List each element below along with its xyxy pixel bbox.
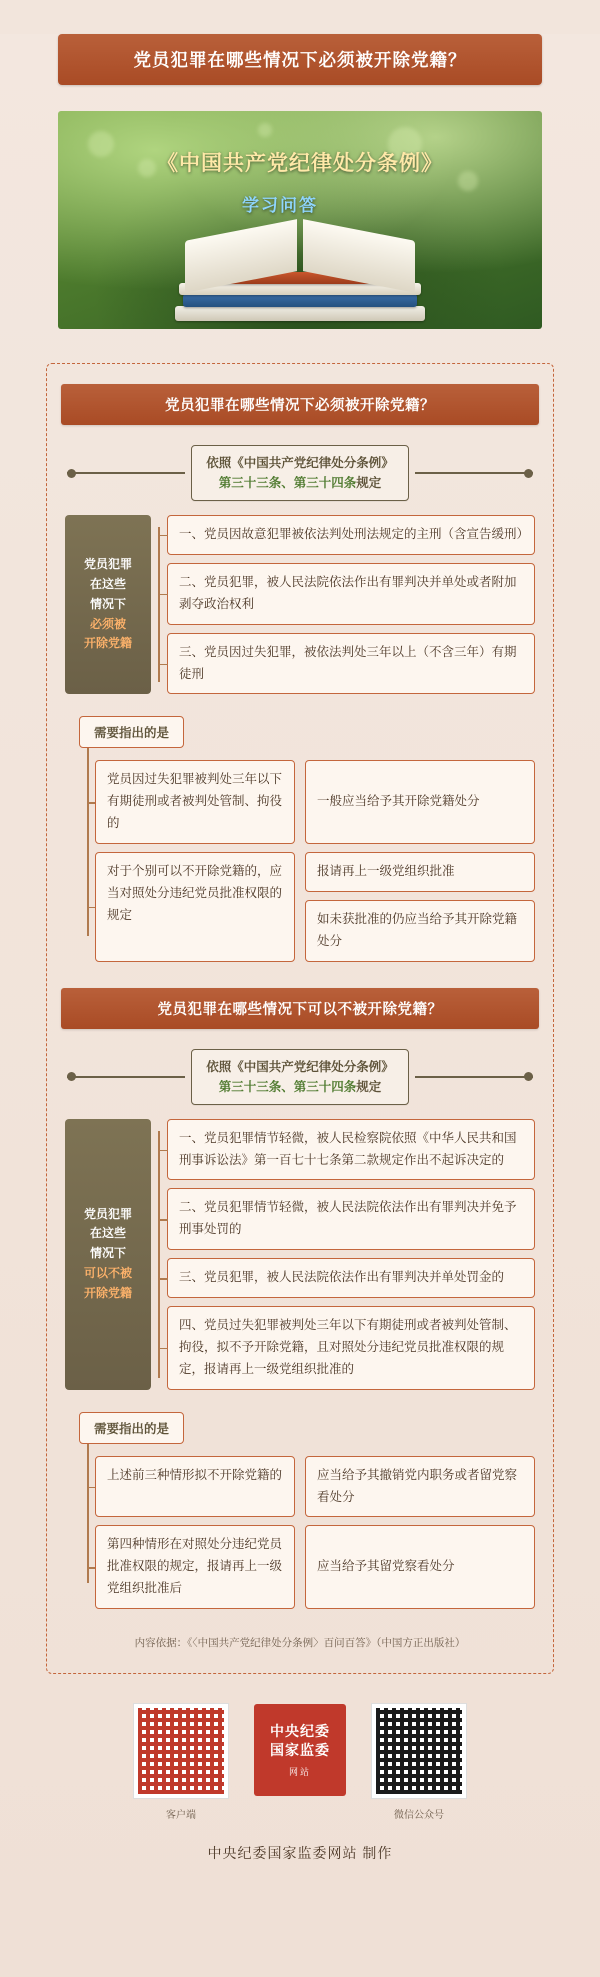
- section1-item-1: 一、党员因故意犯罪被依法判处刑法规定的主刑（含宣告缓刑）: [167, 515, 535, 555]
- badge-line2: 国家监委: [270, 1741, 330, 1758]
- section1-title: 党员犯罪在哪些情况下必须被开除党籍？: [61, 384, 539, 425]
- section1-connector: [151, 515, 167, 694]
- section2-title: 党员犯罪在哪些情况下可以不被开除党籍？: [61, 988, 539, 1029]
- content-panel: [46, 363, 554, 1674]
- qr-app-cell: [134, 1704, 228, 1821]
- badge-line1: 中央纪委: [270, 1722, 330, 1739]
- section2-note-row2-right: 应当给予其留党察看处分: [305, 1525, 535, 1609]
- section1-note-row2-left: 对于个别可以不开除党籍的，应当对照处分违纪党员批准权限的规定: [95, 852, 295, 962]
- qr-wechat-caption: 微信公众号: [394, 1809, 444, 1821]
- section1-tag-l3: 情况下: [89, 596, 126, 611]
- infographic-page: [0, 34, 600, 1977]
- badge-cell: [254, 1704, 346, 1796]
- organization-badge: [254, 1704, 346, 1796]
- section2-note-row1-left: 上述前三种情形拟不开除党籍的: [95, 1456, 295, 1518]
- section1-tag-l1: 党员犯罪: [83, 557, 132, 572]
- page-title: 党员犯罪在哪些情况下必须被开除党籍？: [58, 34, 542, 85]
- section2-tag-l3: 情况下: [89, 1246, 126, 1261]
- qr-wechat-cell: [372, 1704, 466, 1821]
- section1-note-row1-right: 一般应当给予其开除党籍处分: [305, 760, 535, 844]
- section2-tag-l5: 开除党籍: [83, 1285, 132, 1300]
- section2-note-row-2: [95, 1525, 535, 1609]
- section1-tag-l5: 开除党籍: [83, 636, 132, 651]
- hero-text: [58, 147, 542, 216]
- badge-sub: 网站: [288, 1766, 311, 1777]
- qr-app-caption: 客户端: [166, 1809, 196, 1821]
- section2-law-reference: [67, 1049, 533, 1105]
- section1-note-row-2: [95, 852, 535, 962]
- section1-note-row-1: [95, 760, 535, 844]
- qr-code-wechat[interactable]: [372, 1704, 466, 1798]
- section1-law-reference: [67, 445, 533, 501]
- section2-note-rail: [65, 1444, 95, 1609]
- section1-law-articles: 第三十三条、第三十四条: [218, 476, 357, 490]
- section2-tag-l4: 可以不被: [83, 1266, 132, 1281]
- section2-law-box: [191, 1049, 409, 1105]
- section2-note-row1-right: 应当给予其撤销党内职务或者留党察看处分: [305, 1456, 535, 1518]
- section2-tag: [65, 1119, 151, 1390]
- section1-items: [167, 515, 535, 694]
- section1-tag-l4: 必须被: [89, 616, 126, 631]
- section1-item-3: 三、党员因过失犯罪，被依法判处三年以上（不含三年）有期徒刑: [167, 633, 535, 695]
- qr-code-app[interactable]: [134, 1704, 228, 1798]
- section2-item-4: 四、党员过失犯罪被判处三年以下有期徒刑或者被判处管制、拘役，拟不予开除党籍，且对照处分违纪党员批准权限的规定，报请再上一级党组织批准的: [167, 1306, 535, 1390]
- section2-law-articles: 第三十三条、第三十四条: [218, 1079, 357, 1094]
- section1-law-box: [191, 445, 409, 501]
- rail-right: [415, 472, 533, 474]
- section1-note-row1-left: 党员因过失犯罪被判处三年以下有期徒刑或者被判处管制、拘役的: [95, 760, 295, 844]
- section2-note: [65, 1412, 535, 1609]
- section2-item-1: 一、党员犯罪情节轻微，被人民检察院依照《中华人民共和国刑事诉讼法》第一百七十七条第二款规定作出不起诉决定的: [167, 1119, 535, 1181]
- section1-group: [65, 515, 535, 694]
- hero-image: [58, 111, 542, 329]
- section1-item-2: 二、党员犯罪，被人民法院依法作出有罪判决并单处或者附加剥夺政治权利: [167, 563, 535, 625]
- section2-item-2: 二、党员犯罪情节轻微，被人民法院依法作出有罪判决并免予刑事处罚的: [167, 1188, 535, 1250]
- section1-note: [65, 716, 535, 961]
- rail-left: [67, 472, 185, 474]
- section2-note-title: 需要指出的是: [79, 1412, 184, 1444]
- hero-title-line1: 《中国共产党纪律处分条例》: [157, 152, 443, 175]
- source-note: 内容依据：《〈中国共产党纪律处分条例〉百问百答》（中国方正出版社）: [134, 1637, 466, 1649]
- section2-tag-l2: 在这些: [89, 1226, 126, 1241]
- section1-tag-l2: 在这些: [89, 576, 126, 591]
- open-book-illustration: [185, 226, 415, 282]
- section1-note-row2-right-top: 报请再上一级党组织批准: [305, 852, 535, 892]
- section2-note-row2-left: 第四种情形在对照处分违纪党员批准权限的规定，报请再上一级党组织批准后: [95, 1525, 295, 1609]
- section2-group: [65, 1119, 535, 1390]
- section1-note-title: 需要指出的是: [79, 716, 184, 748]
- section2-tag-l1: 党员犯罪: [83, 1206, 132, 1221]
- footer-credit: 中央纪委国家监委网站 制作: [207, 1844, 393, 1861]
- section1-note-row2-right-bottom: 如未获批准的仍应当给予其开除党籍处分: [305, 900, 535, 962]
- section1-law-tail: 规定: [356, 476, 382, 490]
- rail-left-2: [67, 1076, 185, 1078]
- section1-note-rail: [65, 748, 95, 961]
- qr-section: [58, 1704, 542, 1821]
- section2-note-row-1: [95, 1456, 535, 1518]
- rail-right-2: [415, 1076, 533, 1078]
- section2-items: [167, 1119, 535, 1390]
- section2-item-3: 三、党员犯罪，被人民法院依法作出有罪判决并单处罚金的: [167, 1258, 535, 1298]
- section2-law-tail: 规定: [356, 1079, 382, 1094]
- section1-law-line1: 依照《中国共产党纪律处分条例》: [206, 456, 394, 470]
- hero-title-line2: 学习问答: [242, 196, 318, 215]
- section2-law-line1: 依照《中国共产党纪律处分条例》: [206, 1059, 394, 1074]
- section1-tag: [65, 515, 151, 694]
